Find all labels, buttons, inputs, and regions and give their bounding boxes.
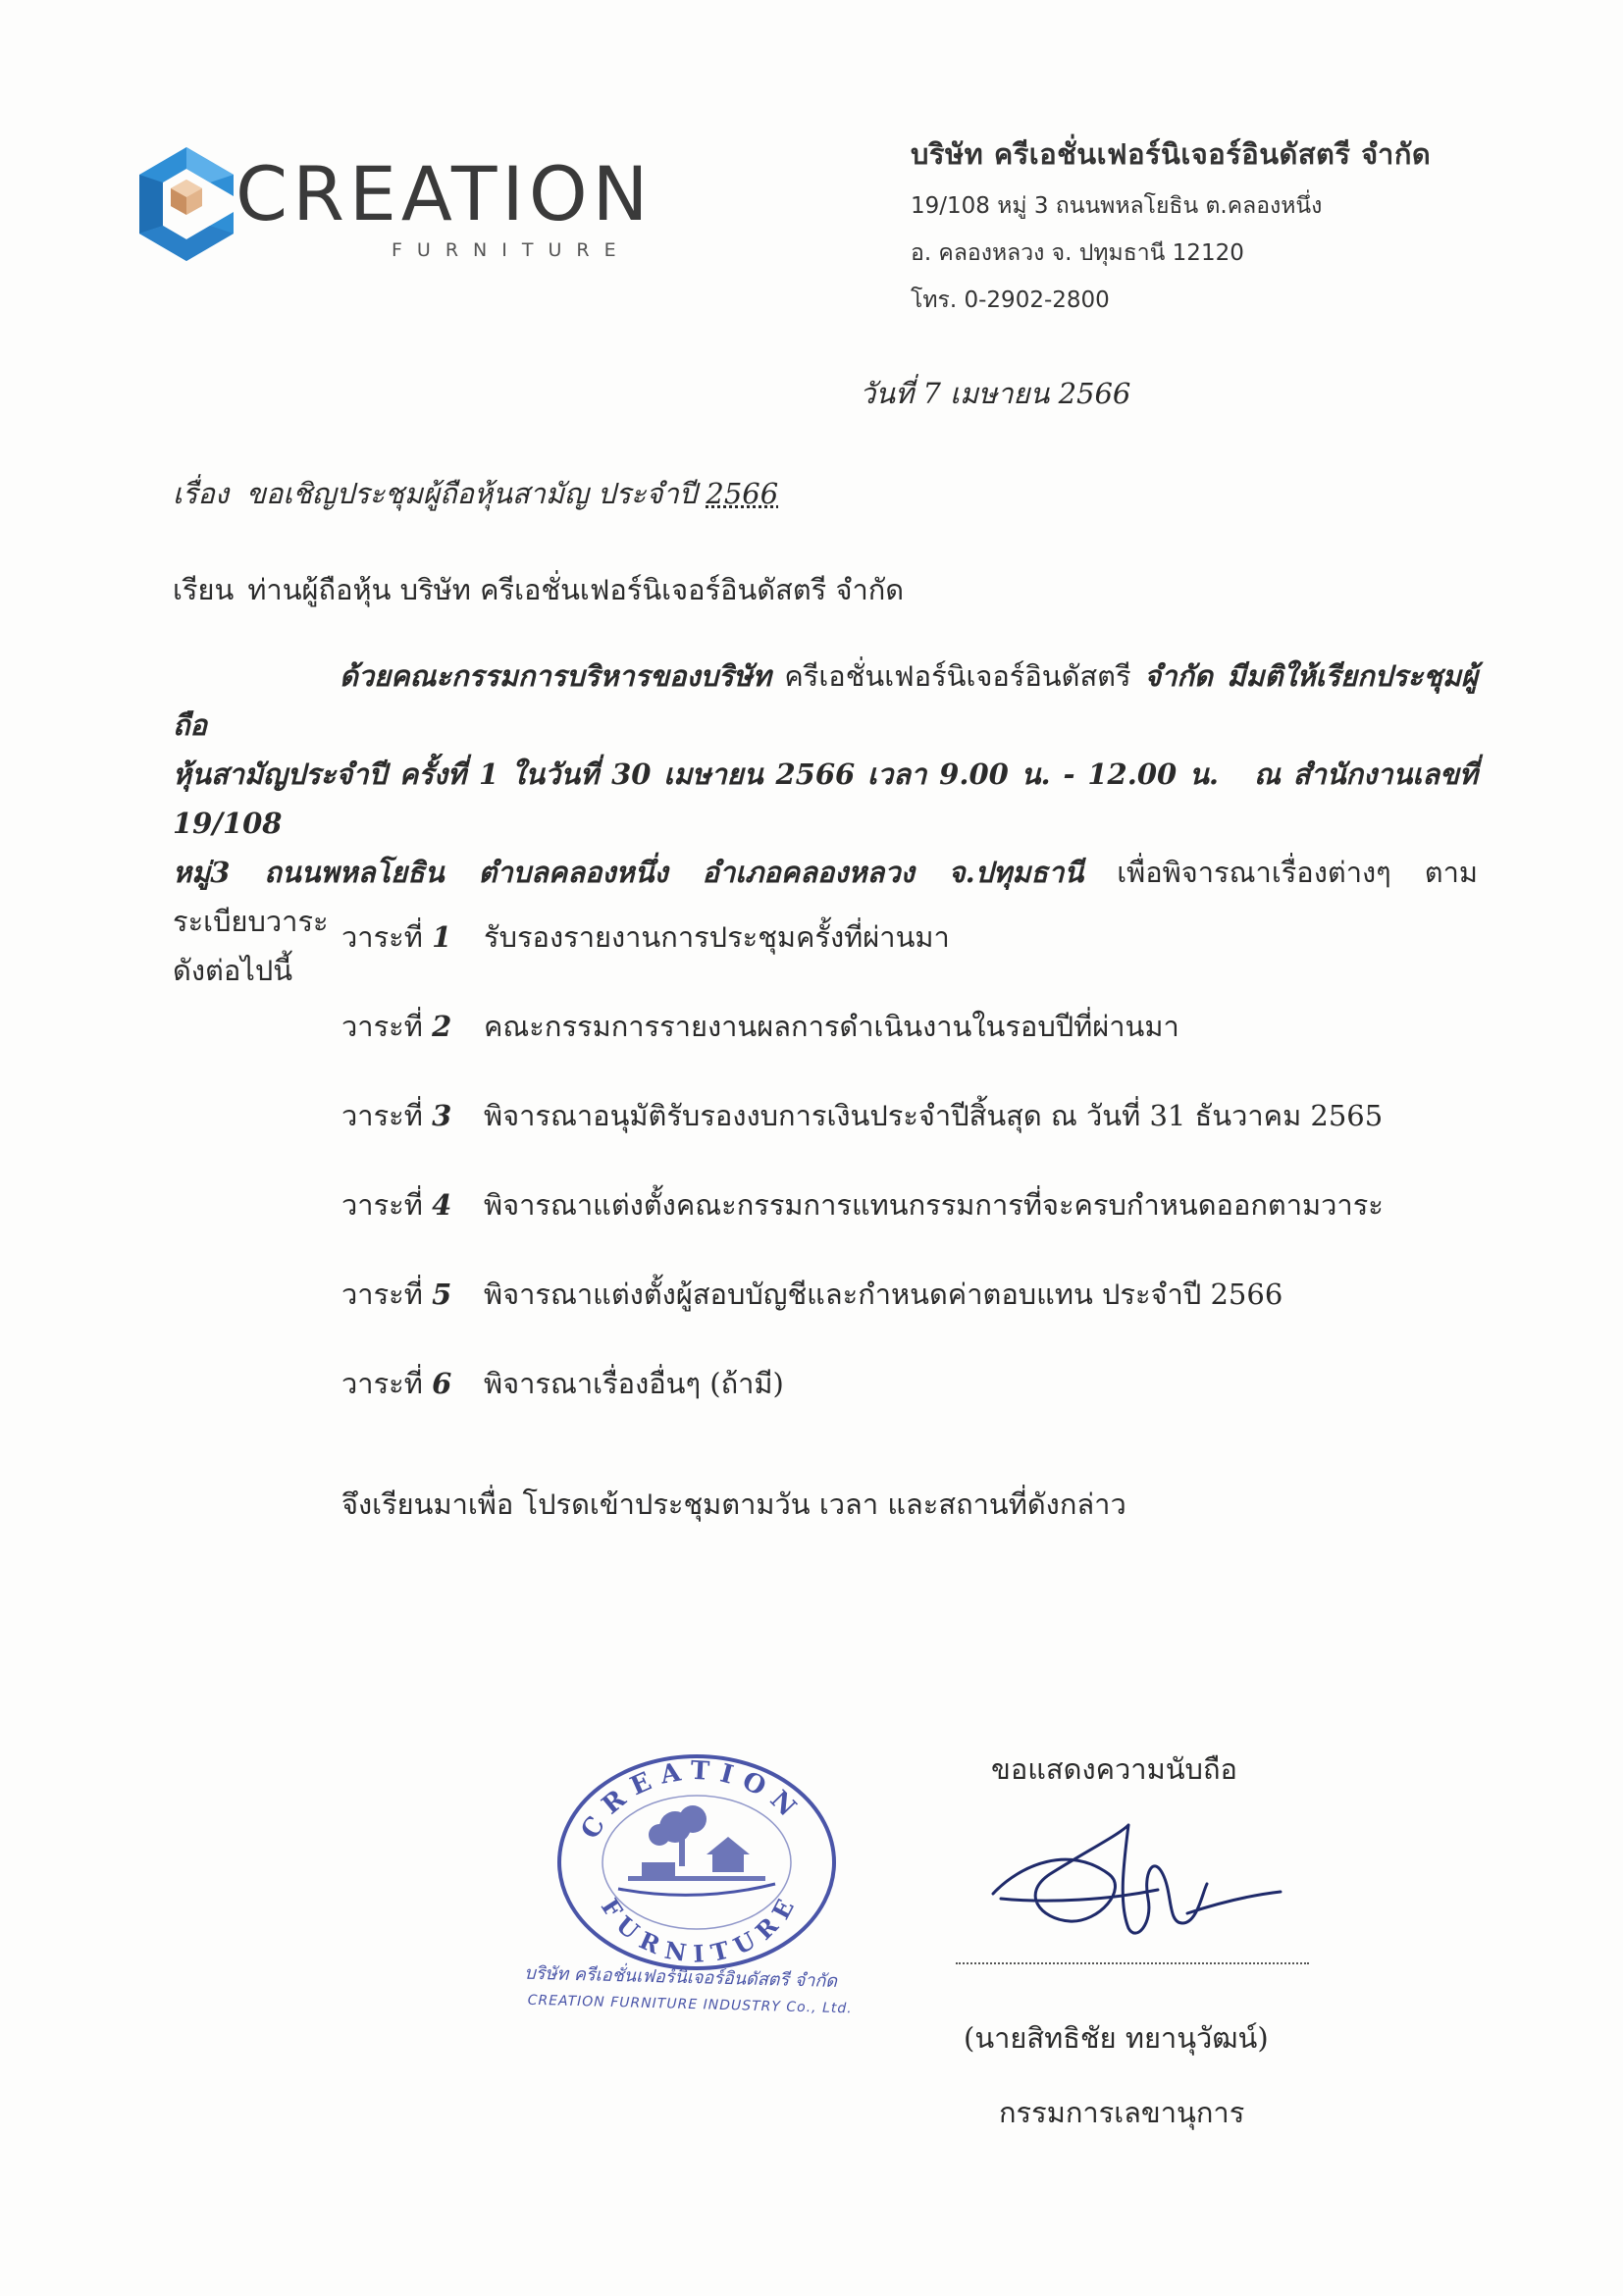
- letter-date: วันที่ 7 เมษายน 2566: [860, 377, 1131, 410]
- agenda-item: [341, 1361, 1470, 1450]
- agenda-item: [341, 1272, 1470, 1361]
- agenda-label: วาระที่: [341, 1367, 423, 1400]
- stamp-caption-thai: บริษัท ครีเอชั่นเฟอร์นิเจอร์อินดัสตรี จำกัด: [524, 1962, 838, 1992]
- agenda-number: [341, 914, 484, 960]
- agenda-number: [341, 1004, 484, 1049]
- agenda-item: [341, 1004, 1470, 1093]
- agenda-text: พิจารณาอนุมัติรับรองงบการเงินประจำปีสิ้นสุด ณ วันที่ 31 ธันวาคม 2565: [484, 1099, 1384, 1132]
- company-seal-icon: [550, 1747, 844, 1972]
- agenda-num: 1: [432, 920, 452, 954]
- subject-label: เรื่อง: [173, 477, 230, 510]
- para-normal-1: ครีเอชั่นเฟอร์นิเจอร์อินดัสตรี: [770, 659, 1145, 693]
- agenda-number: [341, 1361, 484, 1406]
- agenda-label: วาระที่: [341, 1188, 423, 1222]
- logo-subtitle: FURNITURE: [392, 239, 631, 261]
- agenda-label: วาระที่: [341, 1099, 423, 1132]
- agenda-num: 5: [432, 1278, 452, 1311]
- agenda-item: [341, 914, 1470, 1004]
- agenda-text: พิจารณาเรื่องอื่นๆ (ถ้ามี): [484, 1367, 784, 1400]
- para-bold-4: ณ สำนักงานเลขที่ 19/108: [173, 757, 1479, 840]
- letter-closing: จึงเรียนมาเพื่อ โปรดเข้าประชุมตามวัน เวลา และสถานที่ดังกล่าว: [341, 1487, 1126, 1521]
- company-name: บริษัท ครีเอชั่นเฟอร์นิเจอร์อินดัสตรี จำกัด: [911, 137, 1432, 171]
- letter-subject: [173, 471, 778, 516]
- agenda-text: พิจารณาแต่งตั้งผู้สอบบัญชีและกำหนดค่าตอบแทน ประจำปี 2566: [484, 1278, 1283, 1311]
- agenda-label: วาระที่: [341, 920, 423, 954]
- signature-line: [956, 1962, 1309, 1964]
- agenda-text: พิจารณาแต่งตั้งคณะกรรมการแทนกรรมการที่จะครบกำหนดออกตามวาระ: [484, 1188, 1384, 1222]
- agenda-text: คณะกรรมการรายงานผลการดำเนินงานในรอบปีที่ผ่านมา: [484, 1010, 1179, 1043]
- agenda-number: [341, 1093, 484, 1138]
- company-address-block: [911, 131, 1539, 330]
- agenda-number: [341, 1182, 484, 1227]
- salutation-label: เรียน: [173, 573, 235, 606]
- para-normal-2: เพื่อพิจารณาเรื่องต่างๆ ตามระเบียบวาระ: [173, 856, 1478, 938]
- agenda-label: วาระที่: [341, 1278, 423, 1311]
- agenda-num: 4: [432, 1188, 452, 1222]
- salutation-text: ท่านผู้ถือหุ้น บริษัท ครีเอชั่นเฟอร์นิเจอร์อินดัสตรี จำกัด: [247, 573, 905, 606]
- stamp-caption: [523, 1958, 853, 2023]
- agenda-number: [341, 1272, 484, 1317]
- svg-text:CREATION: CREATION: [575, 1755, 809, 1845]
- address-line-2: อ. คลองหลวง จ. ปทุมธานี 12120: [911, 240, 1244, 266]
- agenda-list: [341, 914, 1470, 1450]
- agenda-num: 3: [432, 1099, 452, 1132]
- stamp-caption-english: CREATION FURNITURE INDUSTRY Co., Ltd.: [527, 1992, 853, 2017]
- agenda-item: [341, 1182, 1470, 1272]
- agenda-text: รับรองรายงานการประชุมครั้งที่ผ่านมา: [484, 920, 950, 954]
- svg-text:FURNITURE: FURNITURE: [595, 1886, 805, 1969]
- paragraph-line-4: ดังต่อไปนี้: [173, 954, 293, 987]
- subject-text: ขอเชิญประชุมผู้ถือหุ้นสามัญ ประจำปี: [246, 477, 698, 510]
- para-bold-5: หมู่3 ถนนพหลโยธิน ตำบลคลองหนึ่ง อำเภอคลองหลวง จ.ปทุมธานี: [173, 856, 1084, 889]
- agenda-num: 2: [432, 1010, 452, 1043]
- logo-wordmark: CREATION: [236, 150, 654, 237]
- paragraph-line-2: [173, 750, 1478, 848]
- signer-position: กรรมการเลขานุการ: [999, 2096, 1245, 2129]
- letter-salutation: [173, 567, 904, 612]
- phone-line: โทร. 0-2902-2800: [911, 287, 1110, 313]
- para-bold-1: ด้วยคณะกรรมการบริหารของบริษัท: [340, 659, 771, 693]
- agenda-num: 6: [432, 1367, 452, 1400]
- agenda-item: [341, 1093, 1470, 1182]
- paragraph-line-1: [173, 652, 1478, 750]
- regards-text: ขอแสดงความนับถือ: [991, 1752, 1237, 1786]
- para-bold-2: จำกัด มีมติให้เรียกประชุมผู้ถือ: [173, 659, 1478, 742]
- subject-year: 2566: [706, 477, 779, 510]
- handwritten-signature-icon: [981, 1805, 1295, 1953]
- signer-name: (นายสิทธิชัย ทยานุวัฒน์): [964, 2021, 1269, 2055]
- para-bold-3: หุ้นสามัญประจำปี ครั้งที่ 1 ในวันที่ 30 เมษายน 2566 เวลา 9.00 น. - 12.00 น.: [173, 757, 1219, 791]
- agenda-label: วาระที่: [341, 1010, 423, 1043]
- address-line-1: 19/108 หมู่ 3 ถนนพหลโยธิน ต.คลองหนึ่ง: [911, 193, 1323, 219]
